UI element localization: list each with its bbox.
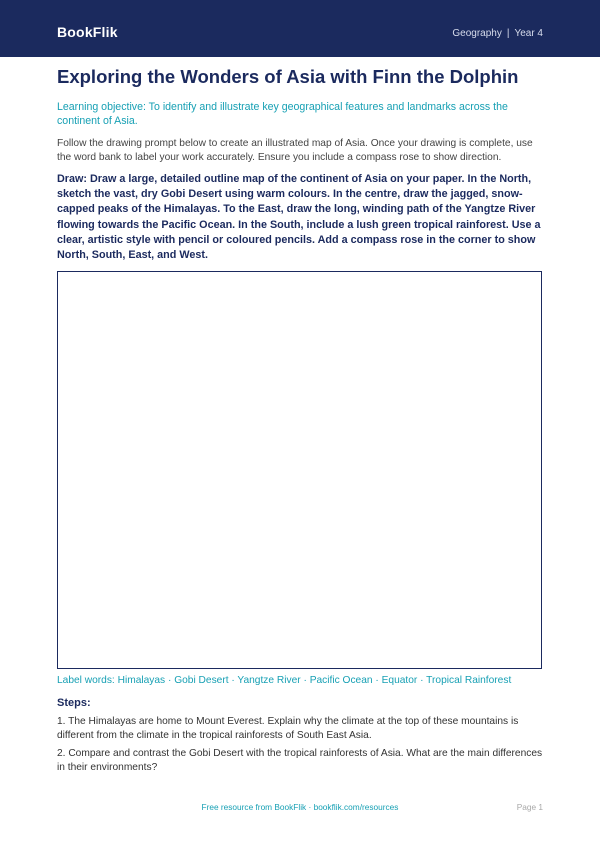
footer-resource-link[interactable]: Free resource from BookFlik · bookflik.com/resources (201, 802, 399, 812)
step-item: 2. Compare and contrast the Gobi Desert with the tropical rainforests of Asia. What are the main differences in their environments? (57, 748, 543, 773)
steps-heading: Steps: (57, 697, 91, 709)
steps-list (57, 715, 547, 779)
drawing-area[interactable] (57, 271, 542, 669)
step-item: 1. The Himalayas are home to Mount Everest. Explain why the climate at the top of these mountains is different from the climate in the tropical rainforests of South East Asia. (57, 716, 519, 741)
page-title: Exploring the Wonders of Asia with Finn the Dolphin (57, 66, 519, 87)
meta-separator: | (506, 28, 510, 39)
subject-level-label (452, 28, 543, 39)
subject-label: Geography (452, 28, 502, 39)
label-word-bank: Label words: Himalayas · Gobi Desert · Yangtze River · Pacific Ocean · Equator · Tropical Rainforest (57, 675, 512, 686)
level-label: Year 4 (514, 28, 543, 39)
learning-objective: Learning objective: To identify and illustrate key geographical features and landmarks across the continent of Asia. (57, 101, 508, 127)
header-bar (0, 0, 600, 57)
page-number: Page 1 (516, 802, 543, 812)
draw-prompt: Draw: Draw a large, detailed outline map of the continent of Asia on your paper. In the North, sketch the vast, dry Gobi Desert using warm colours. In the centre, draw the jagged, snow-capped peaks of the Himalayas. To the East, draw the long, winding path of the Yangtze River flowing towards the Pacific Ocean. In the South, include a lush green tropical rainforest. Use a clear, artistic style with pencil or coloured pencils. Add a compass rose in the corner to show North, South, East, and West. (57, 173, 541, 262)
brand-logo-text[interactable]: BookFlik (57, 24, 118, 40)
intro-text: Follow the drawing prompt below to create an illustrated map of Asia. Once your drawing is complete, use the word bank to label your work accurately. Ensure you include a compass rose to show direction. (57, 138, 533, 163)
